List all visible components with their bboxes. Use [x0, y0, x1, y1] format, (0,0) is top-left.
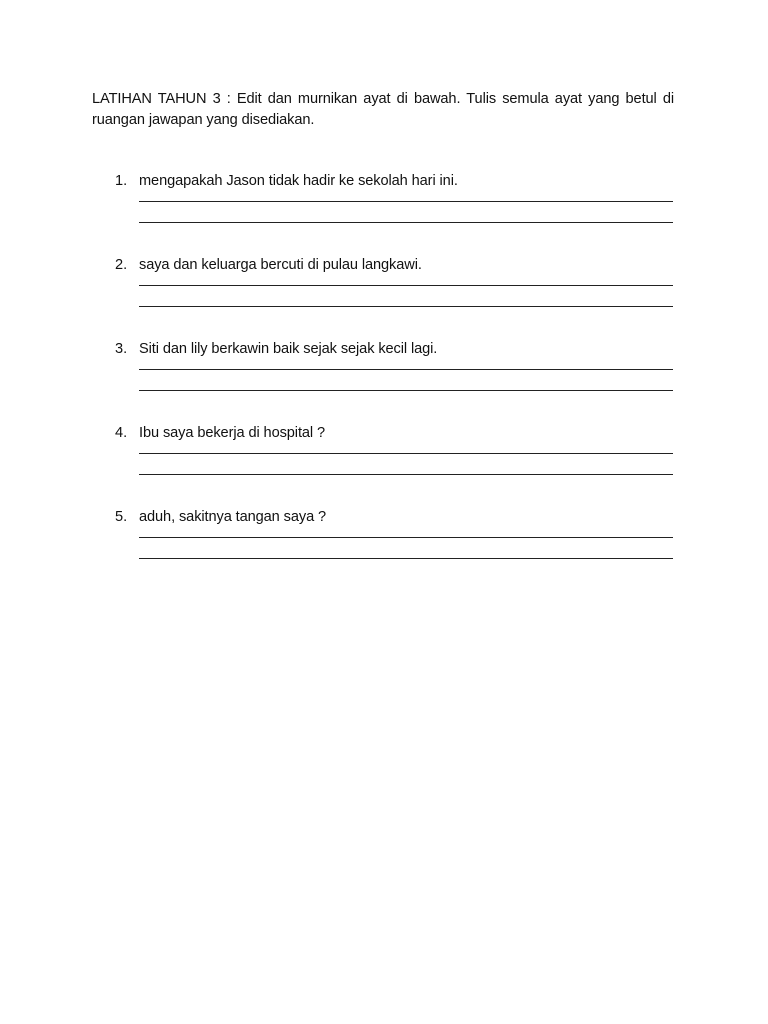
answer-line[interactable]: [139, 474, 673, 475]
question-number: 2.: [115, 257, 128, 273]
worksheet-instructions: LATIHAN TAHUN 3 : Edit dan murnikan ayat di bawah. Tulis semula ayat yang betul di ruangan jawapan yang disediakan.: [92, 91, 674, 128]
question-number: 1.: [115, 173, 128, 189]
answer-line[interactable]: [139, 306, 673, 307]
question-text: aduh, sakitnya tangan saya ?: [139, 509, 327, 525]
question-2: [0, 255, 768, 315]
question-text: Ibu saya bekerja di hospital ?: [139, 425, 326, 441]
question-1: [0, 171, 768, 231]
question-5: [0, 507, 768, 567]
question-number: 4.: [115, 425, 128, 441]
answer-line[interactable]: [139, 285, 673, 286]
answer-line[interactable]: [139, 222, 673, 223]
question-4: [0, 423, 768, 483]
answer-line[interactable]: [139, 453, 673, 454]
question-number: 5.: [115, 509, 128, 525]
answer-line[interactable]: [139, 390, 673, 391]
answer-line[interactable]: [139, 558, 673, 559]
question-text: mengapakah Jason tidak hadir ke sekolah hari ini.: [139, 173, 458, 189]
answer-line[interactable]: [139, 369, 673, 370]
question-3: [0, 339, 768, 399]
question-text: Siti dan lily berkawin baik sejak sejak kecil lagi.: [139, 341, 438, 357]
question-number: 3.: [115, 341, 128, 357]
answer-line[interactable]: [139, 201, 673, 202]
question-text: saya dan keluarga bercuti di pulau langkawi.: [139, 257, 422, 273]
answer-line[interactable]: [139, 537, 673, 538]
